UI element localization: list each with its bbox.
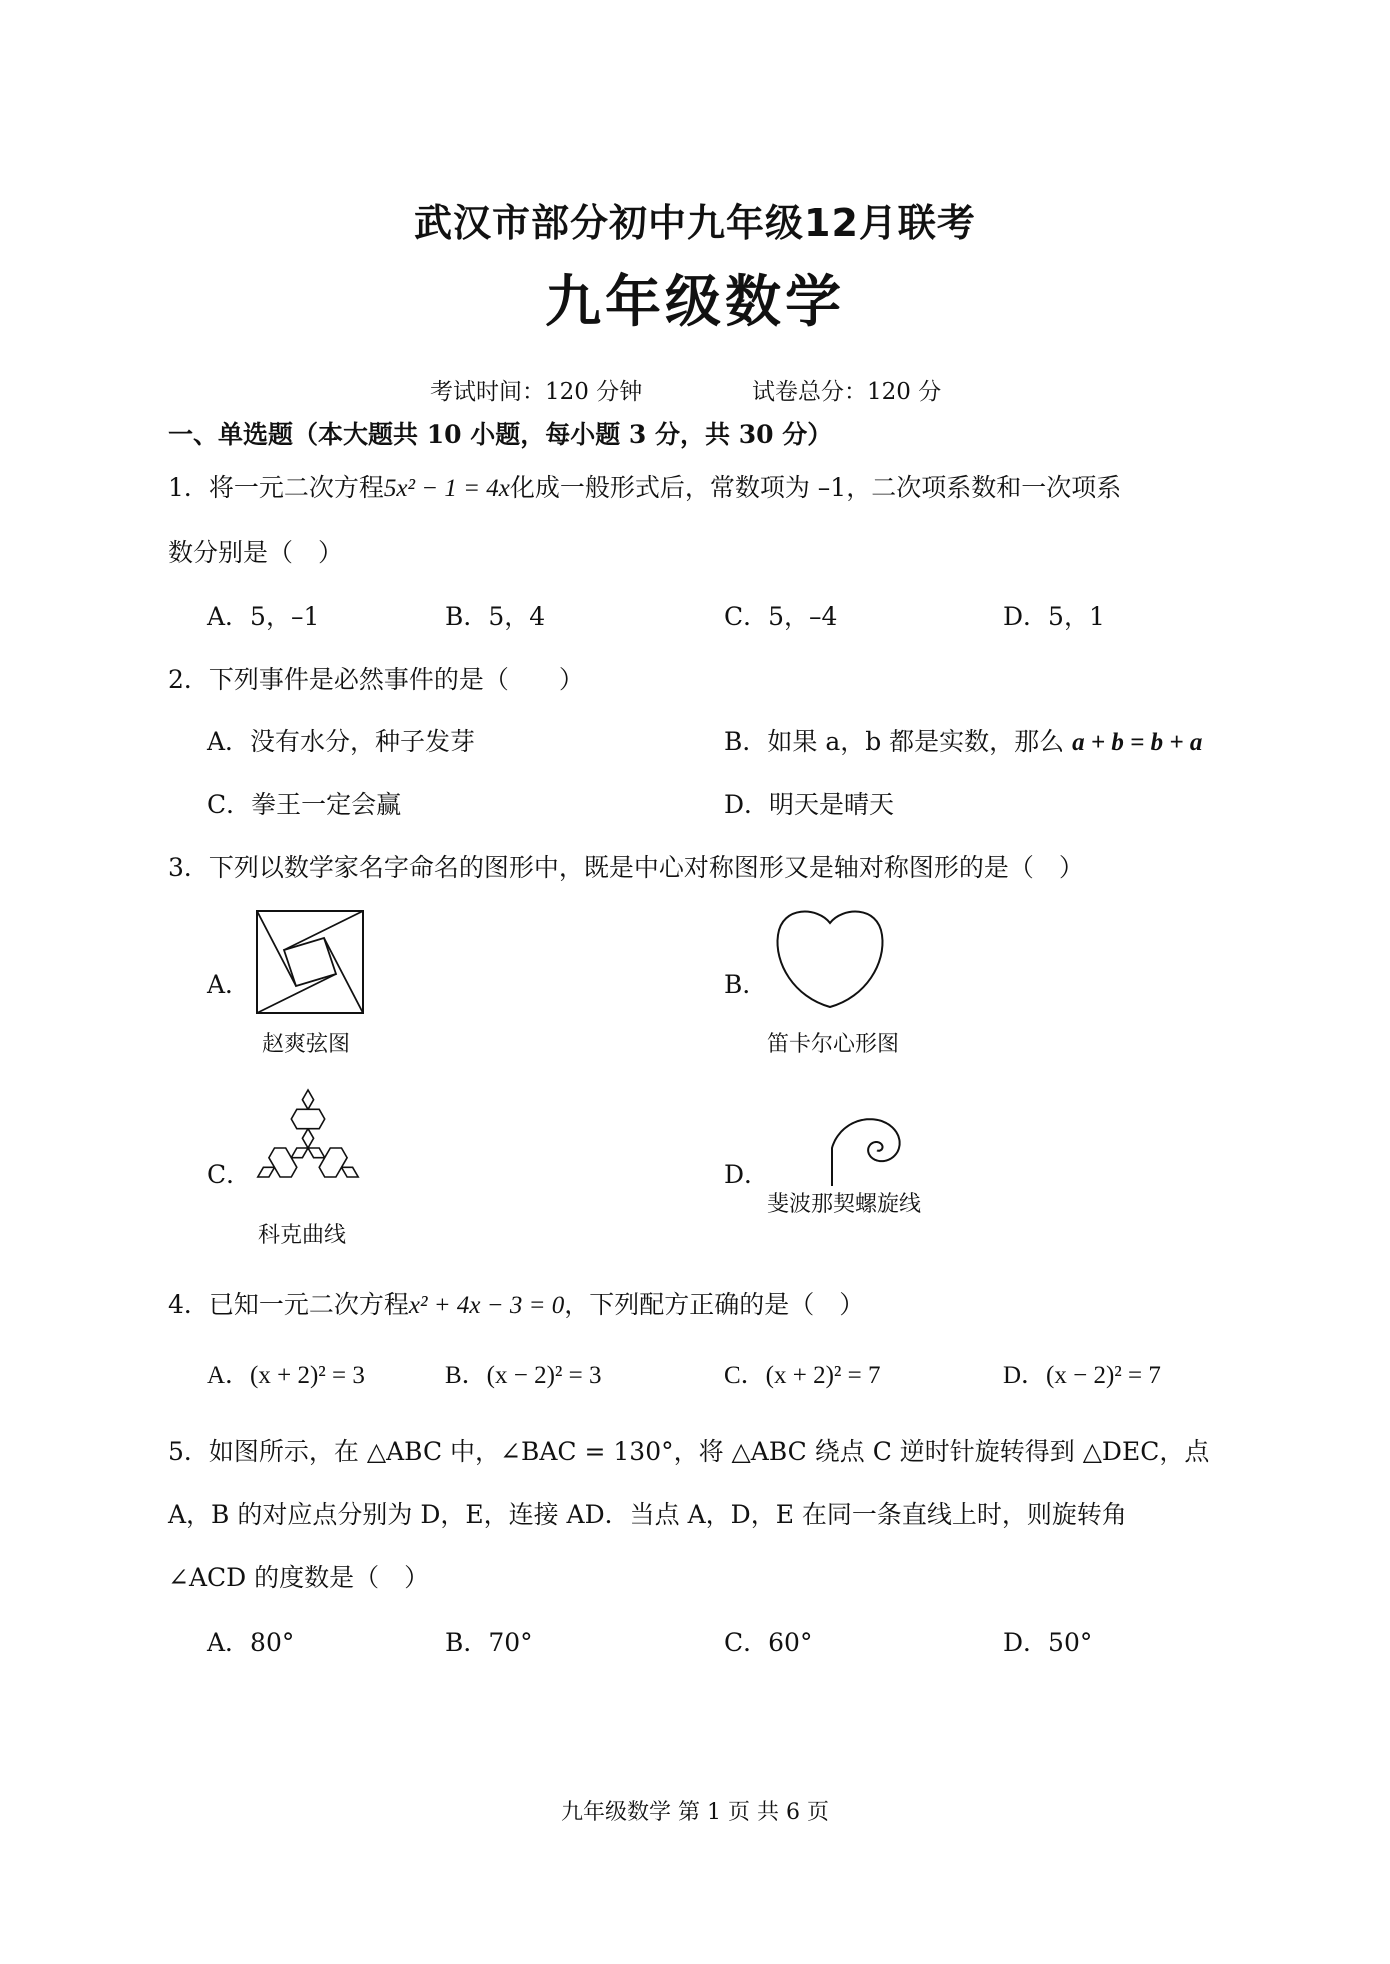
question-1-line-1 <box>168 468 1121 504</box>
q4-equation: x² + 4x − 3 = 0 <box>408 1292 565 1319</box>
q2-option-b[interactable] <box>724 722 1202 758</box>
q5-option-d[interactable]: D．50° <box>1003 1628 1093 1657</box>
cardioid-diagram <box>770 905 890 1010</box>
total-score: 试卷总分：120 分 <box>752 379 942 405</box>
q3-option-d[interactable]: D． <box>724 1160 770 1189</box>
q4-option-d[interactable]: D．(x − 2)² = 7 <box>1003 1362 1161 1389</box>
question-3-stem: 3．下列以数学家名字命名的图形中，既是中心对称图形又是轴对称图形的是（ ） <box>168 853 1084 882</box>
zhao-shuang-diagram <box>256 910 364 1014</box>
q3-caption-d: 斐波那契螺旋线 <box>767 1192 922 1217</box>
q2-option-d[interactable]: D．明天是晴天 <box>724 790 895 819</box>
question-2-stem: 2．下列事件是必然事件的是（ ） <box>168 665 584 694</box>
subject-title: 九年级数学 <box>545 270 845 335</box>
q1-equation: 5x² − 1 = 4x <box>383 475 510 502</box>
q4-option-c[interactable]: C．(x + 2)² = 7 <box>724 1362 881 1389</box>
q3-option-c[interactable]: C． <box>207 1160 252 1189</box>
q1-text-pre: 1．将一元二次方程 <box>168 473 384 502</box>
q1-option-d[interactable]: D．5，1 <box>1003 602 1105 631</box>
q2-option-a[interactable]: A．没有水分，种子发芽 <box>207 727 476 756</box>
q3-caption-b: 笛卡尔心形图 <box>767 1032 900 1057</box>
q4-option-a[interactable]: A．(x + 2)² = 3 <box>207 1362 365 1389</box>
q2-option-b-text: B．如果 a，b 都是实数，那么 <box>724 727 1065 756</box>
exam-time: 考试时间：120 分钟 <box>430 379 643 405</box>
q3-option-a[interactable]: A． <box>207 970 251 999</box>
question-5-line-2: A，B 的对应点分别为 D，E，连接 AD．当点 A，D，E 在同一条直线上时，则旋转角 <box>168 1500 1127 1529</box>
q4-option-b[interactable]: B．(x − 2)² = 3 <box>445 1362 602 1389</box>
q2-option-c[interactable]: C．拳王一定会赢 <box>207 790 402 819</box>
q3-caption-c: 科克曲线 <box>258 1223 347 1248</box>
q1-option-a[interactable]: A．5，–1 <box>207 602 320 631</box>
q3-option-b[interactable]: B． <box>724 970 768 999</box>
q1-option-b[interactable]: B．5，4 <box>445 602 546 631</box>
page-footer: 九年级数学 第 1 页 共 6 页 <box>561 1800 829 1825</box>
q1-option-c[interactable]: C．5，–4 <box>724 602 838 631</box>
question-4-stem <box>168 1285 864 1321</box>
q2-option-b-equation: a + b = b + a <box>1072 729 1203 756</box>
exam-title: 武汉市部分初中九年级12月联考 <box>414 201 976 245</box>
q4-text-pre: 4．已知一元二次方程 <box>168 1290 409 1319</box>
question-5-line-1: 5．如图所示，在 △ABC 中，∠BAC = 130°，将 △ABC 绕点 C 逆时针旋转得到 △DEC，点 <box>168 1437 1210 1466</box>
section-heading: 一、单选题（本大题共 10 小题，每小题 3 分，共 30 分） <box>168 420 833 449</box>
q5-option-a[interactable]: A．80° <box>207 1628 295 1657</box>
koch-curve-diagram <box>248 1080 368 1215</box>
q5-option-b[interactable]: B．70° <box>445 1628 533 1657</box>
q4-text-post: ，下列配方正确的是（ ） <box>564 1290 865 1319</box>
question-1-line-2: 数分别是（ ） <box>168 538 344 567</box>
q5-option-c[interactable]: C．60° <box>724 1628 813 1657</box>
fibonacci-spiral-diagram <box>780 1110 910 1190</box>
q3-caption-a: 赵爽弦图 <box>262 1032 351 1057</box>
q1-text-post: 化成一般形式后，常数项为 –1，二次项系数和一次项系 <box>509 473 1122 502</box>
question-5-line-3: ∠ACD 的度数是（ ） <box>168 1563 430 1592</box>
